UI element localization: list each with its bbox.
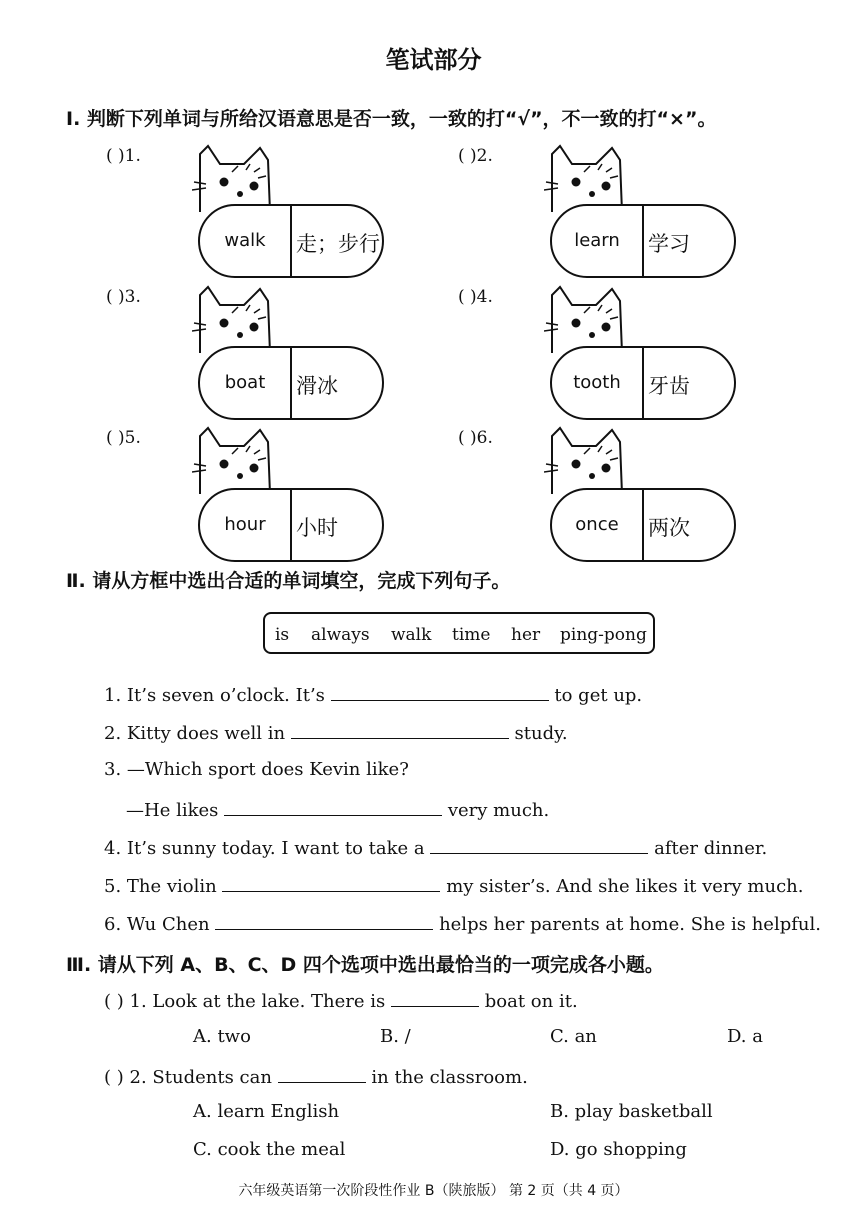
word-bank-item: always <box>311 625 370 645</box>
chinese-meaning: 走；步行 <box>296 232 380 256</box>
english-word: walk <box>224 230 266 251</box>
english-word: learn <box>574 230 620 251</box>
item3-label: ( )3. <box>106 287 141 307</box>
word-bank-item: is <box>275 625 290 645</box>
item4-label: ( )4. <box>458 287 493 307</box>
cat-icon <box>544 283 624 353</box>
item6-label: ( )6. <box>458 428 493 448</box>
q2-option-d[interactable]: D. go shopping <box>550 1139 687 1160</box>
word-bank-box <box>263 612 655 654</box>
word-bank-item: walk <box>391 625 432 645</box>
word-bank-item: time <box>452 625 491 645</box>
section3-heading: Ⅲ. 请从下列 A、B、C、D 四个选项中选出最恰当的一项完成各小题。 <box>66 954 664 976</box>
q1-option-d[interactable]: D. a <box>727 1026 763 1047</box>
sentence-2 <box>104 720 568 744</box>
sentence-text: 6. Wu Chen <box>104 914 210 935</box>
question-2 <box>104 1064 528 1088</box>
cat-icon <box>544 142 624 212</box>
question-text: 2. Students can <box>129 1067 272 1088</box>
word-bank-item: her <box>511 625 541 645</box>
q1-option-b[interactable]: B. / <box>380 1026 411 1047</box>
sentence-3-reply <box>126 797 549 821</box>
sentence-1 <box>104 682 642 706</box>
section1-heading: Ⅰ. 判断下列单词与所给汉语意思是否一致，一致的打“√”，不一致的打“×”。 <box>66 108 717 130</box>
card-divider <box>290 490 292 560</box>
page-footer: 六年级英语第一次阶段性作业 B（陕旅版） 第 2 页（共 4 页） <box>238 1183 629 1199</box>
chinese-meaning: 滑冰 <box>296 374 338 398</box>
word-bank-item: ping-pong <box>560 625 647 645</box>
item1-label: ( )1. <box>106 146 141 166</box>
answer-blank[interactable] <box>224 797 442 816</box>
card-divider <box>290 206 292 276</box>
english-word: once <box>575 514 619 535</box>
sentence-text: 5. The violin <box>104 876 217 897</box>
page-title: 笔试部分 <box>385 46 482 74</box>
sentence-text: to get up. <box>554 685 643 706</box>
english-word: hour <box>224 514 266 535</box>
sentence-text: 3. —Which sport does Kevin like? <box>104 759 409 780</box>
answer-blank[interactable] <box>331 682 549 701</box>
question-text: 1. Look at the lake. There is <box>129 991 386 1012</box>
word-card-1 <box>198 204 384 278</box>
answer-blank <box>391 988 479 1007</box>
question-1 <box>104 988 578 1012</box>
q2-option-c[interactable]: C. cook the meal <box>193 1139 346 1160</box>
answer-blank[interactable] <box>215 911 433 930</box>
word-card-5 <box>198 488 384 562</box>
question-text: in the classroom. <box>371 1067 528 1088</box>
cat-icon <box>192 424 272 494</box>
card-divider <box>642 348 644 418</box>
sentence-text: my sister’s. And she likes it very much. <box>446 876 804 897</box>
answer-bracket[interactable]: ( ) <box>104 1067 124 1088</box>
sentence-3 <box>104 759 409 780</box>
sentence-6 <box>104 911 821 935</box>
answer-bracket[interactable]: ( ) <box>104 991 124 1012</box>
sentence-text: 4. It’s sunny today. I want to take a <box>104 838 425 859</box>
sentence-text: 2. Kitty does well in <box>104 723 286 744</box>
q1-option-c[interactable]: C. an <box>550 1026 597 1047</box>
cat-icon <box>192 283 272 353</box>
answer-blank <box>278 1064 366 1083</box>
sentence-text: after dinner. <box>654 838 768 859</box>
question-text: boat on it. <box>484 991 578 1012</box>
answer-blank[interactable] <box>430 835 648 854</box>
english-word: tooth <box>573 372 621 393</box>
sentence-text: 1. It’s seven o’clock. It’s <box>104 685 325 706</box>
word-card-3 <box>198 346 384 420</box>
sentence-text: helps her parents at home. She is helpful. <box>439 914 821 935</box>
q2-option-b[interactable]: B. play basketball <box>550 1101 713 1122</box>
answer-blank[interactable] <box>291 720 509 739</box>
card-divider <box>642 490 644 560</box>
card-divider <box>290 348 292 418</box>
item5-label: ( )5. <box>106 428 141 448</box>
cat-icon <box>544 424 624 494</box>
chinese-meaning: 小时 <box>296 516 338 540</box>
q1-option-a[interactable]: A. two <box>193 1026 251 1047</box>
cat-icon <box>192 142 272 212</box>
chinese-meaning: 学习 <box>648 232 690 256</box>
sentence-text: —He likes <box>126 800 219 821</box>
chinese-meaning: 两次 <box>648 516 690 540</box>
word-card-4 <box>550 346 736 420</box>
chinese-meaning: 牙齿 <box>648 374 690 398</box>
sentence-4 <box>104 835 767 859</box>
word-card-2 <box>550 204 736 278</box>
english-word: boat <box>224 372 266 393</box>
section2-heading: Ⅱ. 请从方框中选出合适的单词填空，完成下列句子。 <box>66 570 511 592</box>
sentence-5 <box>104 873 803 897</box>
item2-label: ( )2. <box>458 146 493 166</box>
card-divider <box>642 206 644 276</box>
sentence-text: study. <box>514 723 568 744</box>
q2-option-a[interactable]: A. learn English <box>193 1101 340 1122</box>
word-card-6 <box>550 488 736 562</box>
sentence-text: very much. <box>447 800 550 821</box>
answer-blank[interactable] <box>222 873 440 892</box>
